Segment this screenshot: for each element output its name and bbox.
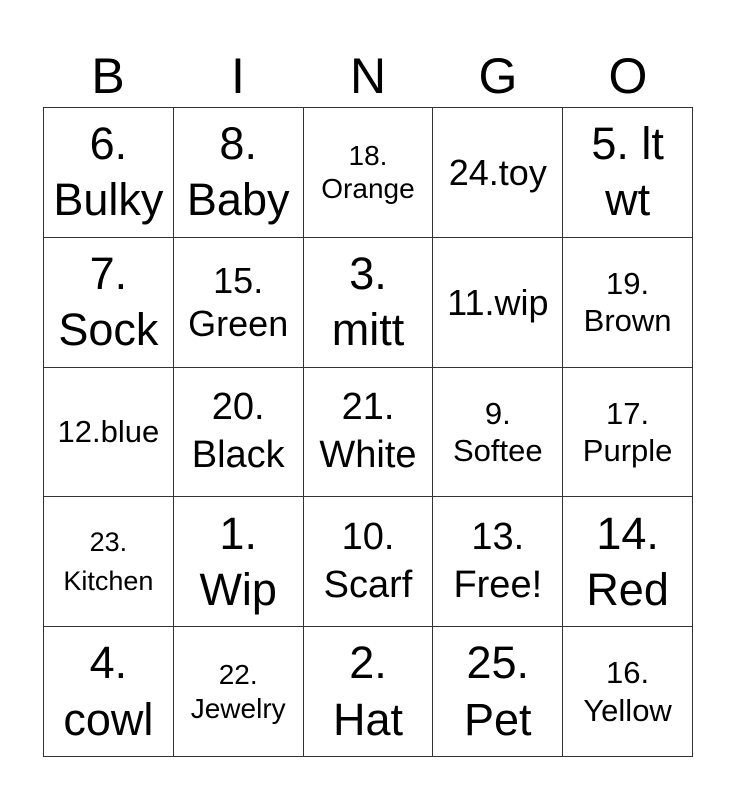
bingo-cell-r4-c3[interactable] [433, 627, 563, 757]
bingo-cell-r0-c2[interactable] [304, 108, 434, 238]
header-letter-n: N [349, 48, 387, 104]
bingo-cell-r2-c1[interactable] [174, 368, 304, 498]
bingo-cell-r3-c2[interactable] [304, 497, 434, 627]
bingo-cell-r1-c3[interactable] [433, 238, 563, 368]
cell-label: 12.blue [57, 414, 160, 450]
bingo-cell-r0-c3[interactable] [433, 108, 563, 238]
bingo-cell-r4-c0[interactable] [44, 627, 174, 757]
cell-label: 9. Softee [452, 395, 543, 468]
bingo-cell-r3-c4[interactable] [563, 497, 693, 627]
bingo-cell-r0-c0[interactable] [44, 108, 174, 238]
bingo-cell-r4-c1[interactable] [174, 627, 304, 757]
header-letter-g: G [478, 48, 518, 104]
cell-label: 24.toy [448, 151, 547, 193]
bingo-cell-r4-c2[interactable] [304, 627, 434, 757]
cell-label: 18. Orange [321, 139, 415, 205]
bingo-cell-r1-c2[interactable] [304, 238, 434, 368]
bingo-cell-r1-c0[interactable] [44, 238, 174, 368]
bingo-cell-r2-c0[interactable] [44, 368, 174, 498]
bingo-cell-r3-c1[interactable] [174, 497, 304, 627]
bingo-cell-r1-c4[interactable] [563, 238, 693, 368]
cell-label: 10. Scarf [323, 516, 413, 606]
cell-label: 21. White [319, 386, 417, 476]
bingo-cell-r2-c2[interactable] [304, 368, 434, 498]
cell-label: 15. Green [188, 260, 289, 345]
bingo-cell-r2-c3[interactable] [433, 368, 563, 498]
bingo-cell-r3-c0[interactable] [44, 497, 174, 627]
header-letter-o: O [608, 48, 648, 104]
cell-label: 13. Free! [453, 516, 543, 606]
bingo-cell-r0-c1[interactable] [174, 108, 304, 238]
cell-label: 16. Yellow [583, 655, 672, 728]
cell-label: 7. Sock [58, 247, 159, 356]
bingo-board [43, 107, 693, 757]
cell-label: 6. Bulky [53, 118, 164, 226]
bingo-cell-r4-c4[interactable] [563, 627, 693, 757]
header-letter-i: I [231, 48, 245, 104]
bingo-cell-r2-c4[interactable] [563, 368, 693, 498]
cell-label: 1. Wip [199, 507, 277, 615]
cell-label: 20. Black [191, 386, 285, 476]
cell-label: 25. Pet [464, 637, 532, 745]
cell-label: 23. Kitchen [63, 526, 154, 596]
cell-label: 19. Brown [583, 266, 672, 339]
cell-label: 3. mitt [331, 247, 405, 356]
bingo-cell-r1-c1[interactable] [174, 238, 304, 368]
cell-label: 22. Jewelry [190, 659, 286, 724]
bingo-cell-r0-c4[interactable] [563, 108, 693, 238]
cell-label: 8. Baby [186, 118, 290, 226]
cell-label: 11.wip [447, 281, 549, 323]
cell-label: 5. lt wt [591, 118, 664, 226]
cell-label: 14. Red [586, 507, 669, 615]
cell-label: 17. Purple [582, 395, 673, 468]
cell-label: 4. cowl [63, 637, 154, 745]
header-letter-b: B [91, 48, 125, 104]
cell-label: 2. Hat [332, 637, 403, 745]
bingo-header [43, 48, 693, 104]
bingo-cell-r3-c3[interactable] [433, 497, 563, 627]
